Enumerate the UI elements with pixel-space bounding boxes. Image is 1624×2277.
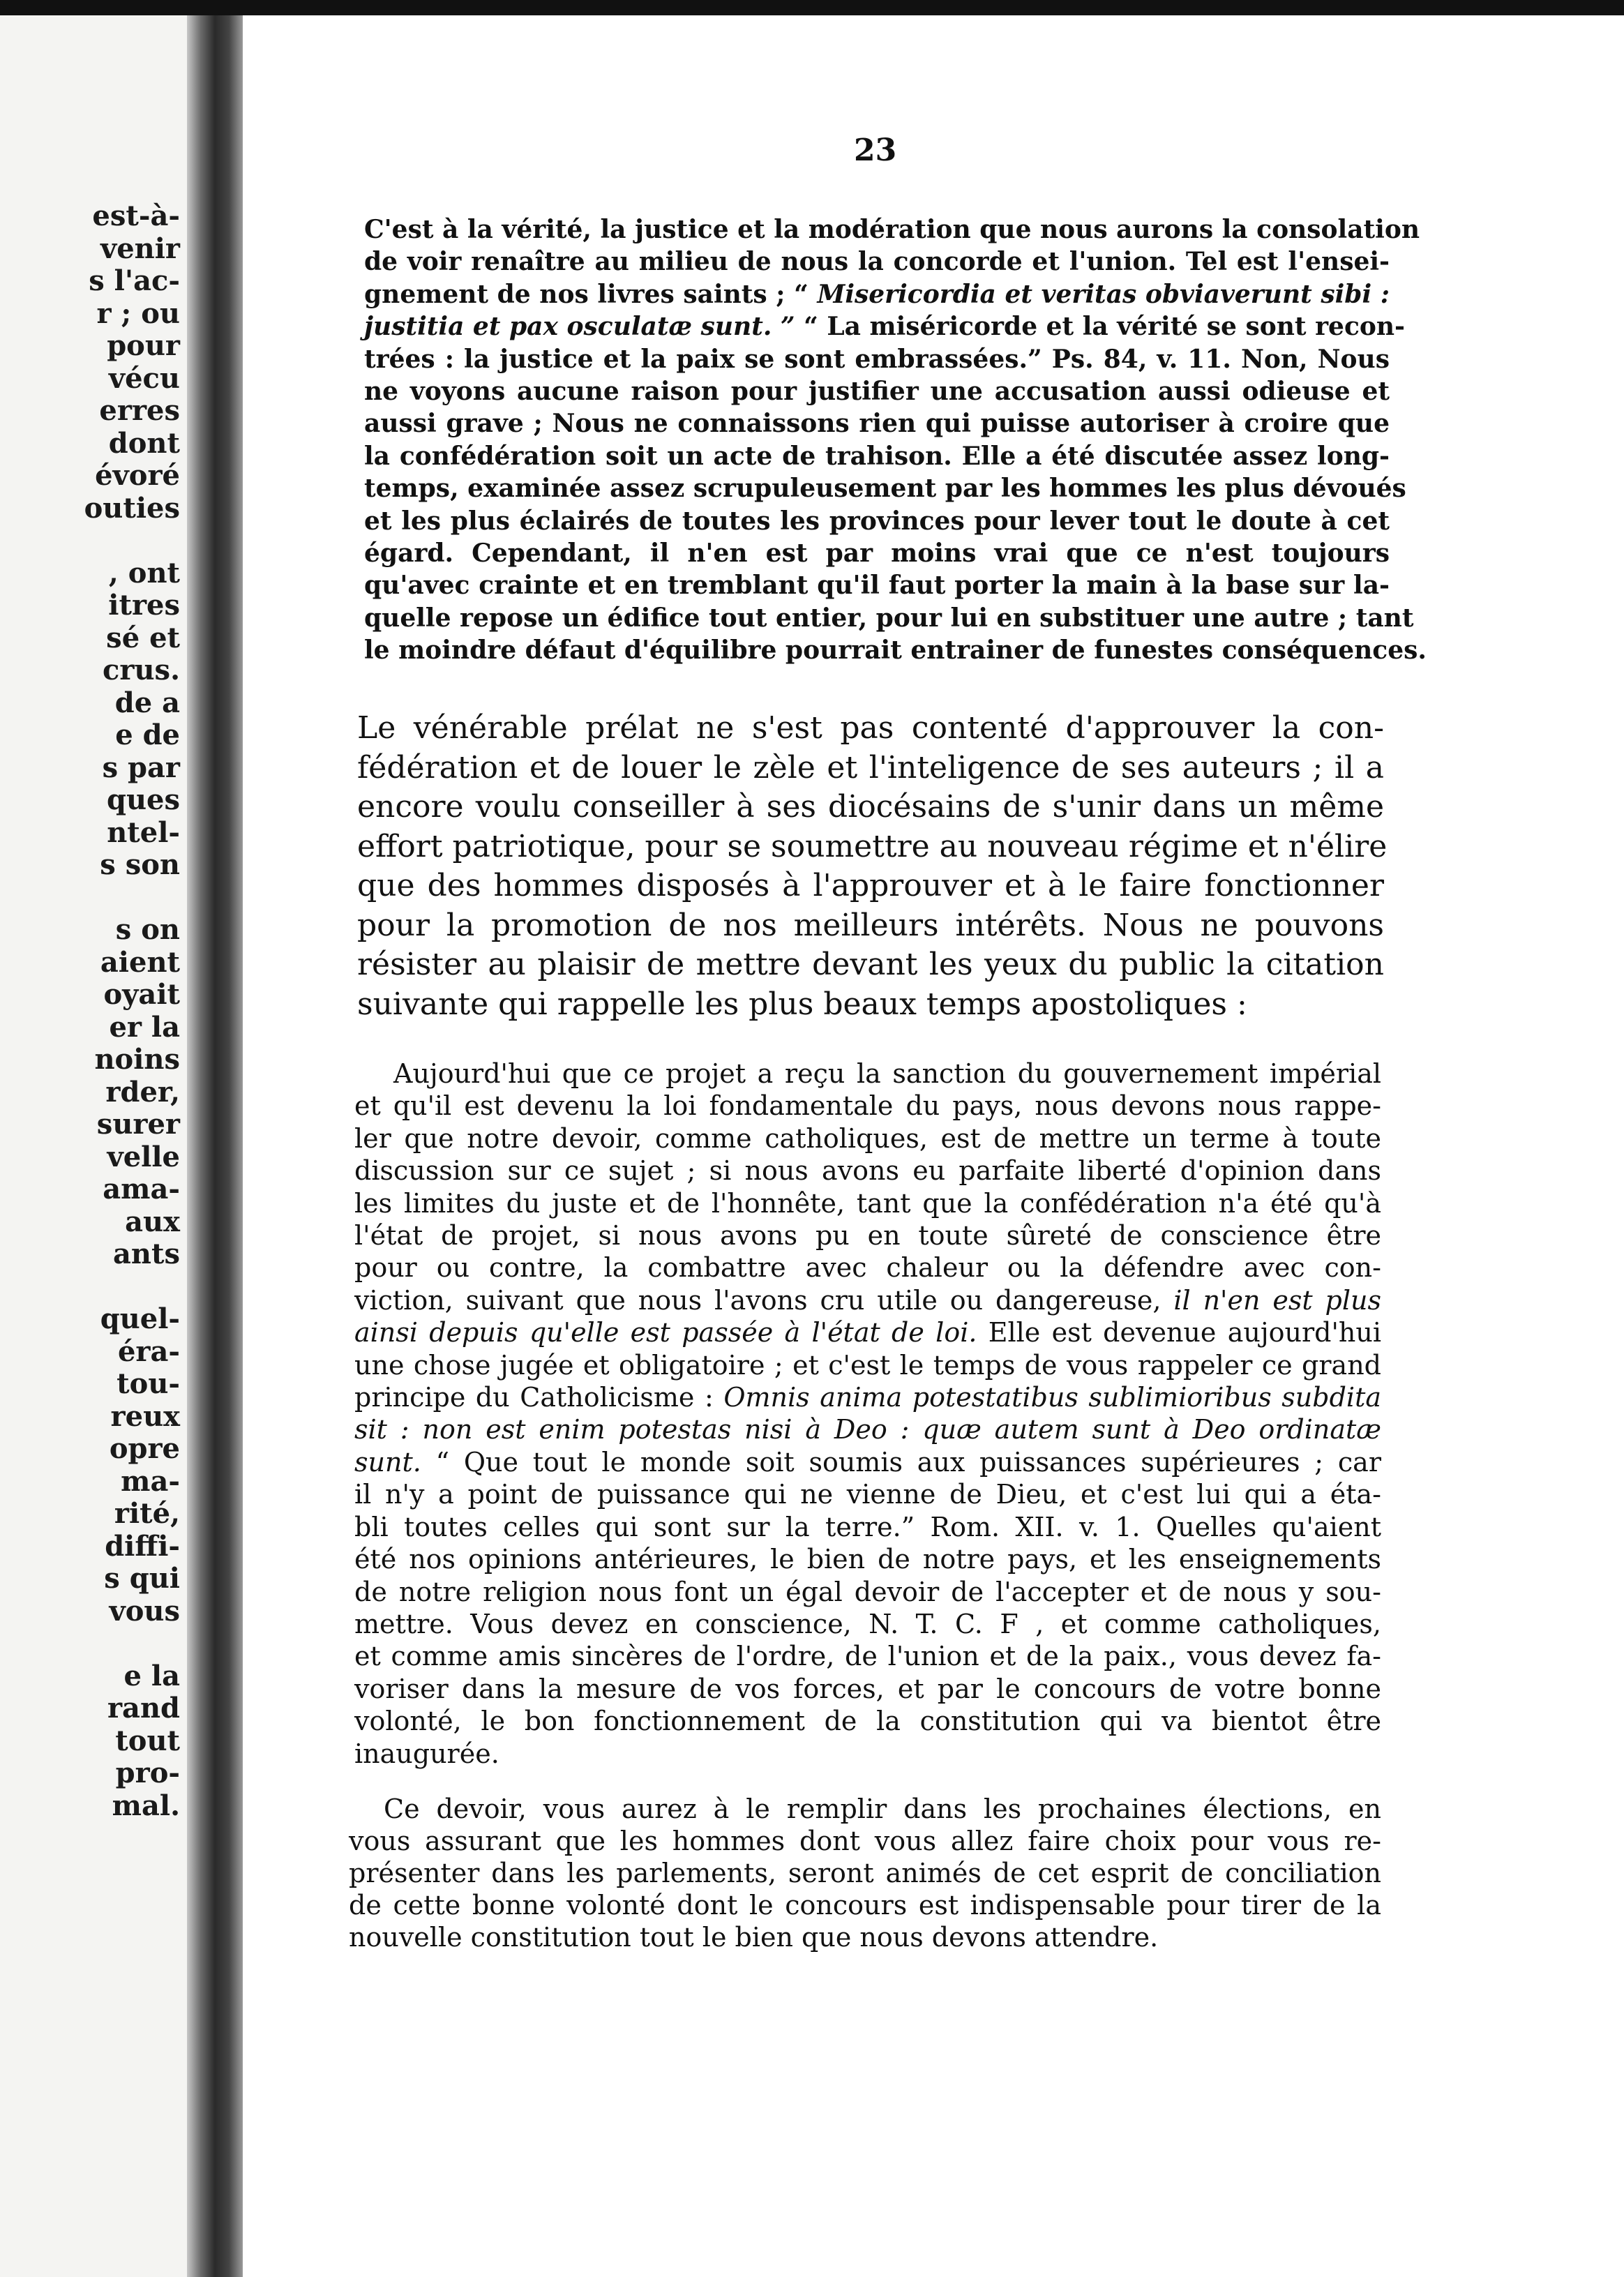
facing-text-fragment: s qui [104,1562,180,1595]
text-span: principe du Catholicisme : [354,1382,724,1413]
facing-text-fragment: s on [115,913,180,946]
text-line: volonté, le bon fonctionnement de la constitution qui va bientot être [354,1706,1381,1737]
facing-text-fragment: reux [110,1399,180,1433]
facing-text-fragment: venir [100,232,180,265]
text-line: mettre. Vous devez en conscience, N. T. C. F , et comme catholiques, [354,1608,1381,1639]
facing-text-fragment: s par [102,751,180,784]
facing-text-fragment: rité, [114,1497,180,1530]
italic-span: il n'en est plus [1173,1284,1381,1316]
facing-text-fragment: oyait [103,978,180,1011]
text-span: “ Que tout le monde soit soumis aux puissances supérieures ; car [421,1446,1381,1478]
text-line: résister au plaisir de mettre devant les yeux du public la citation [357,947,1384,982]
facing-text-fragment: erres [99,394,180,427]
text-line: discussion sur ce sujet ; si nous avons eu parfaite liberté d'opinion dans [354,1155,1381,1187]
text-line: aussi grave ; Nous ne connaissons rien qui puisse autoriser à croire que [364,409,1390,439]
facing-text-fragment: ama- [103,1173,180,1205]
text-line [354,1446,1381,1478]
text-line: ler que notre devoir, comme catholiques, est de mettre un terme à toute [354,1122,1381,1154]
latin-quote: Omnis anima potestatibus sublimioribus subdita [723,1382,1381,1413]
facing-text-fragment: surer [96,1108,180,1141]
latin-quote: justitia et pax osculatæ sunt. ” [364,312,795,342]
text-line: qu'avec crainte et en tremblant qu'il faut porter la main à la base sur la- [364,571,1390,601]
facing-text-fragment: ma- [121,1464,180,1498]
text-line [354,1316,1381,1348]
facing-text-fragment: tout [115,1724,180,1757]
quotation-block-3 [349,1793,1381,1953]
body-paragraph [357,709,1388,1024]
text-line [364,310,1405,343]
facing-text-fragment: velle [107,1140,180,1173]
text-span: Elle est devenue aujourd'hui [977,1317,1381,1348]
facing-text-fragment: aux [125,1205,180,1238]
text-line: quelle repose un édifice tout entier, pour lui en substituer une autre ; tant [364,603,1414,633]
text-line: ne voyons aucune raison pour justifier une accusation aussi odieuse et [364,377,1390,407]
facing-text-fragment: rand [107,1692,180,1724]
facing-text-fragment: évoré [95,459,180,492]
book-gutter [187,15,243,2277]
text-line: vous assurant que les hommes dont vous allez faire choix pour vous re- [349,1826,1381,1856]
text-line: et comme amis sincères de l'ordre, de l'union et de la paix., vous devez fa- [354,1641,1381,1672]
text-line: pour ou contre, la combattre avec chaleur ou la défendre avec con- [354,1252,1381,1284]
facing-text-fragment: est-à- [92,200,180,232]
text-line [364,278,1390,310]
facing-text-fragment: r ; ou [96,296,180,330]
text-line: que des hommes disposés à l'approuver et à le faire fonctionner [357,868,1384,903]
facing-text-fragment: quel- [100,1302,180,1335]
text-line: de voir renaître au milieu de nous la concorde et l'union. Tel est l'ensei- [364,247,1390,277]
facing-text-fragment: s son [100,848,180,881]
text-line: le moindre défaut d'équilibre pourrait entrainer de funestes conséquences. [364,636,1427,666]
scan-border [0,0,1624,15]
text-line [354,1284,1381,1316]
facing-text-fragment: vécu [108,361,180,395]
facing-text-fragment: e de [115,719,180,751]
text-line [354,1413,1381,1445]
facing-text-fragment: ques [106,783,180,816]
facing-text-fragment: er la [109,1010,180,1044]
facing-text-fragment: s l'ac- [89,264,180,297]
text-span: viction, suivant que nous l'avons cru utile ou dangereuse, [354,1284,1174,1316]
text-span: “ La miséricorde et la vérité se sont recon- [795,312,1405,342]
facing-text-fragment: diffi- [105,1529,180,1563]
text-line: été nos opinions antérieures, le bien de notre pays, et les enseignements [354,1544,1381,1575]
text-line: trées : la justice et la paix se sont embrassées.” Ps. 84, v. 11. Non, Nous [364,344,1390,374]
facing-text-fragment: pro- [115,1757,180,1789]
text-line: Le vénérable prélat ne s'est pas contenté d'approuver la con- [357,710,1384,746]
text-line: de notre religion nous font un égal devoir de l'accepter et de nous y sou- [354,1576,1381,1607]
text-line: suivante qui rappelle les plus beaux temps apostoliques : [357,986,1247,1022]
text-line: il n'y a point de puissance qui ne vienne de Dieu, et c'est lui qui a éta- [354,1479,1381,1510]
facing-text-fragment: mal. [112,1789,180,1822]
facing-text-fragment: itres [108,589,180,622]
page-number: 23 [854,133,897,168]
text-line: l'état de projet, si nous avons pu en toute sûreté de conscience être [354,1220,1381,1252]
text-line: inaugurée. [354,1738,499,1769]
text-line: nouvelle constitution tout le bien que nous devons attendre. [349,1922,1159,1953]
facing-text-fragment: pour [107,329,180,362]
text-line: de cette bonne volonté dont le concours est indispensable pour tirer de la [349,1890,1381,1921]
text-line [354,1381,1381,1413]
text-span: gnement de nos livres saints ; “ [364,279,818,309]
latin-quote: sit : non est enim potestas nisi à Deo : quæ autem sunt à Deo ordinatæ [354,1414,1381,1445]
text-line: encore voulu conseiller à ses diocésains de s'unir dans un même [357,789,1384,825]
facing-text-fragment: opre [109,1432,180,1465]
facing-text-fragment: ants [113,1238,180,1270]
facing-text-fragment: rder, [105,1075,180,1109]
text-line: temps, examinée assez scrupuleusement par les hommes les plus dévoués [364,474,1406,504]
text-line: et les plus éclairés de toutes les provinces pour lever tout le doute à cet [364,506,1390,536]
facing-page-fragment [0,15,187,2277]
latin-quote: Misericordia et veritas obviaverunt sibi : [817,279,1390,309]
facing-text-fragment: noins [94,1043,180,1076]
facing-text-fragment: dont [108,426,180,460]
facing-text-fragment: sé et [106,621,180,654]
text-line: égard. Cependant, il n'en est par moins vrai que ce n'est toujours [364,539,1390,569]
text-line: présenter dans les parlements, seront animés de cet esprit de conciliation [349,1858,1381,1888]
text-line: fédération et de louer le zèle et l'inteligence de ses auteurs ; il a [357,749,1384,786]
facing-text-fragment: de a [114,686,180,719]
facing-text-fragment: tou- [116,1367,180,1400]
facing-text-fragment: outies [84,491,180,525]
facing-text-fragment: vous [109,1594,180,1628]
quotation-block-1 [364,213,1427,667]
facing-text-fragment: , ont [108,556,180,589]
text-line: les limites du juste et de l'honnête, tant que la confédération n'a été qu'à [354,1187,1381,1219]
text-line: une chose jugée et obligatoire ; et c'est le temps de vous rappeler ce grand [354,1349,1381,1381]
text-line: Ce devoir, vous aurez à le remplir dans les prochaines élections, en [384,1794,1381,1824]
text-line: Aujourd'hui que ce projet a reçu la sanction du gouvernement impérial [393,1058,1381,1089]
facing-text-fragment: aient [100,945,180,979]
text-line: la confédération soit un acte de trahison. Elle a été discutée assez long- [364,441,1390,471]
text-line: voriser dans la mesure de vos forces, et par le concours de votre bonne [354,1673,1381,1704]
facing-text-fragment: e la [123,1659,180,1692]
text-line: pour la promotion de nos meilleurs intérêts. Nous ne pouvons [357,907,1384,943]
text-line: bli toutes celles qui sont sur la terre.” Rom. XII. v. 1. Quelles qu'aient [354,1511,1381,1542]
text-line: et qu'il est devenu la loi fondamentale du pays, nous devons nous rappe- [354,1090,1381,1122]
quotation-block-2 [354,1058,1381,1770]
facing-text-fragment: éra- [117,1335,180,1368]
facing-text-fragment: crus. [103,654,180,686]
text-line: effort patriotique, pour se soumettre au nouveau régime et n'élire [357,828,1388,864]
italic-span: ainsi depuis qu'elle est passée à l'état de loi. [354,1317,977,1348]
latin-quote: sunt. [354,1446,421,1478]
facing-text-fragment: ntel- [107,816,180,849]
text-line: C'est à la vérité, la justice et la modération que nous aurons la consolation [364,215,1420,244]
